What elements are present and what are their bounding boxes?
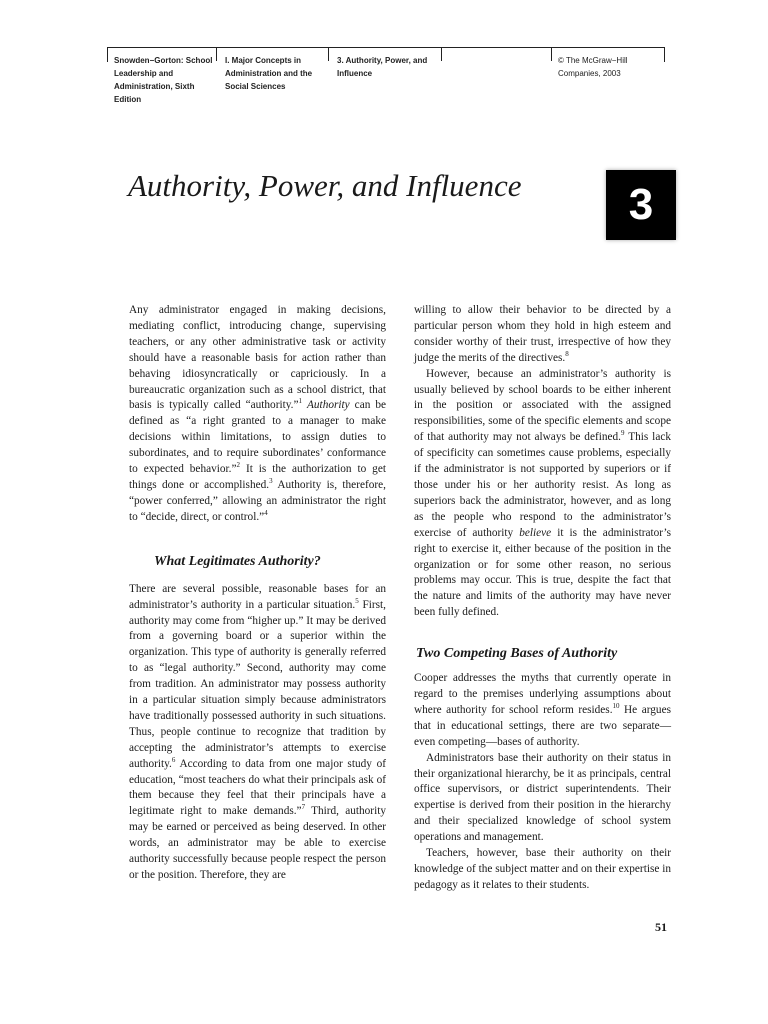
text-run: This lack of specificity can sometimes cause problems, especially if the administrator is not supported by superiors or if those under his or her authority resist. As long as superiors back the administrator, however, and as long as the people who respond to the administrator’s exercise of authority	[414, 431, 671, 539]
paragraph: Administrators base their authority on their status in their organizational hierarchy, be it as principals, central office supervisors, or district superintendents. Their expertise is derived from their position in the hierarchy and their specialized knowledge of school system operations and management.	[414, 751, 671, 844]
text-run: However, because an administrator’s authority is usually believed by school boards to be either inherent in the position or associated with the assigned responsibilities, some of the specific elements and scope of that authority may not always be defined.	[414, 367, 671, 444]
emphasis: believe	[519, 526, 552, 539]
footnote-ref: 9	[621, 429, 625, 438]
paragraph	[129, 303, 386, 526]
text-run: There are several possible, reasonable bases for an administrator’s authority in a particular situation.	[129, 582, 386, 611]
header-divider	[441, 47, 442, 61]
header-divider	[551, 47, 552, 61]
text-run: Any administrator engaged in making decisions, mediating conflict, introducing change, supervising teachers, or any other administrative task or activity should have a reasonable basis for action rather than behaving idiosyncratically or capriciously. In a bureaucratic organization such as a school district, that basis is typically called “authority.”	[129, 304, 386, 412]
footnote-ref: 5	[355, 596, 359, 605]
footnote-ref: 10	[612, 701, 620, 710]
right-column	[414, 303, 671, 894]
paragraph: Teachers, however, base their authority on their knowledge of the subject matter and on their expertise in pedagogy as it relates to their students.	[414, 847, 671, 891]
text-run: Cooper addresses the myths that currently operate in regard to the premises underlying assumptions about where authority for school reform resides.	[414, 672, 671, 716]
text-run: Authority is, therefore, “power conferred,” allowing an administrator the right to “decide, direct, or control.”	[129, 478, 386, 523]
header-book-title: Snowden−Gorton: School Leadership and Administration, Sixth Edition	[114, 56, 213, 104]
text-run: Third, authority may be earned or perceived as being deserved. In other words, an administrator may be able to exercise authority successfully because people respect the person or the position. Therefore, they are	[129, 805, 386, 881]
text-run: it is the administrator’s right to exercise it, either because of the position in the organization or for some other reason, no serious problems may occur. This is true, despite the fact that the nature and limits of the authority may have never been fully defined.	[414, 526, 671, 619]
text-run: According to data from one major study of education, “most teachers do what their principals ask of them because they feel that their principals have a legitimate right to make demands.”	[129, 757, 386, 818]
header-divider	[328, 47, 329, 61]
footnote-ref: 1	[298, 397, 302, 406]
footnote-ref: 8	[565, 349, 569, 358]
footnote-ref: 7	[301, 803, 306, 812]
header-chapter: 3. Authority, Power, and Influence	[337, 56, 428, 78]
chapter-number: 3	[628, 180, 654, 229]
chapter-title: Authority, Power, and Influence	[128, 168, 522, 203]
paragraph	[414, 303, 671, 367]
text-run: It is the authorization to get things done or accomplished.	[129, 463, 386, 491]
header-part: I. Major Concepts in Administration and the Social Sciences	[225, 56, 313, 91]
chapter-number-badge	[606, 170, 676, 240]
footnote-ref: 4	[264, 508, 268, 517]
section-heading: What Legitimates Authority?	[154, 553, 321, 569]
footnote-ref: 2	[236, 461, 241, 470]
left-column	[129, 303, 386, 884]
text-run: He argues that in educational settings, there are two separate—even competing—bases of authority.	[414, 703, 671, 748]
header-divider	[216, 47, 217, 61]
paragraph	[414, 671, 671, 751]
section-heading: Two Competing Bases of Authority	[416, 646, 618, 662]
text-run: willing to allow their behavior to be directed by a particular person whom they hold in high esteem and consider worthy of their trust, irrespective of how they judge the merits of the directives.	[414, 304, 671, 364]
paragraph	[129, 582, 386, 884]
footnote-ref: 6	[171, 755, 176, 764]
text-run: First, authority may come from “higher up.” It may be derived from a governing board or a superior within the organization. This type of authority is generally referred to as “legal authority.” Second, authority may come from tradition. An administrator may possess authority in a particular situation simply because administrators have traditionally possessed authority in such situations. Thus, people continue to recognize that tradition by accepting the administrator’s attempts to exercise authority.	[129, 598, 386, 770]
footnote-ref: 3	[269, 476, 273, 485]
emphasis: Authority	[307, 399, 350, 412]
header-publisher: © The McGraw−Hill Companies, 2003	[558, 56, 628, 78]
text-run: can be defined as “a right granted to a manager to make decisions within limitations, to assign duties to subordinates, and to require subordinates’ conformance to expected behavior.”	[129, 399, 387, 476]
paragraph	[414, 367, 671, 622]
page-number: 51	[655, 920, 667, 934]
